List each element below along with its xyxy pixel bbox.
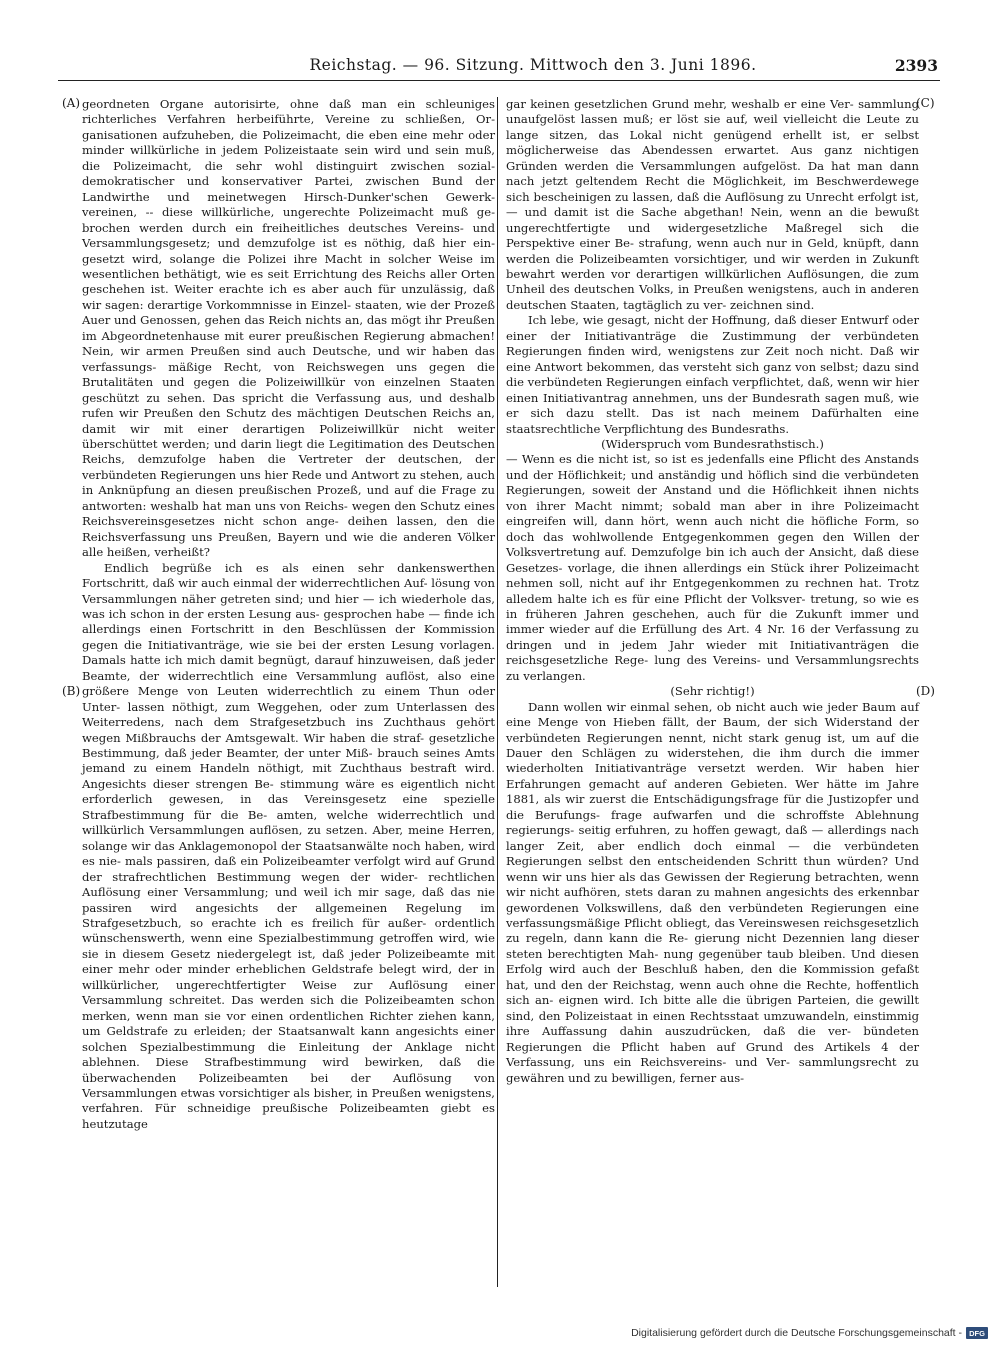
- margin-marker-d: (D): [916, 684, 935, 698]
- interjection: (Widerspruch vom Bundesrathstisch.): [601, 436, 824, 451]
- paragraph: — Wenn es die nicht ist, so ist es jedenfalls eine Pflicht des Anstands und der Höflichkeit; und anständig und höflich sind die verbündeten Regierungen, soweit der Anstand und die Höflichkeit ihnen nichts von ihrer Macht nimmt; sobald man aber in ihre Polizeimacht eingreifen will, dann hört, wenn auch nicht die höfliche Form, so doch das wohlwollende Entgegenkommen gegen den Willen der Volksvertretung auf. Demzufolge bin ich auch der Ansicht, daß diese Gesetzes- vorlage, die ihnen allerdings ein Stück ihrer Polizeimacht nehmen soll, nicht auf ihr Entgegenkommen zu rechnen hat. Trotz alledem halte ich es für eine Pflicht der Volksver- tretung, so wie es in früheren Jahren geschehen, auch für die Zukunft immer und immer wieder auf die Erfüllung des Art. 4 Nr. 16 der Verfassung zu dringen und in jedem Jahr wieder mit Initiativanträgen die reichsgesetzliche Rege- lung des Vereins- und Versammlungsrechts zu verlangen.: [506, 452, 919, 683]
- dfg-logo-icon: DFG: [966, 1327, 988, 1339]
- margin-marker-b: (B): [62, 684, 81, 698]
- margin-marker-c: (C): [916, 96, 935, 110]
- paragraph: Endlich begrüße ich es als einen sehr dankenswerthen Fortschritt, daß wir auch einmal der widerrechtlichen Auf- lösung von Versammlungen näher getreten sind; und hier — ich wiederhole das, was ich schon in der ersten Lesung aus- gesprochen habe — finde ich allerdings einen Fortschritt in den Beschlüssen der Kommission gegen die Initiativanträge, wie sie bei der ersten Lesung vorlagen. Damals hatte ich mich damit begnügt, darauf hinzuweisen, daß jeder Beamte, der widerrechtlich eine Versammlung auflöst, also eine größere Menge von Leuten widerrechtlich zu einem Thun oder Unter- lassen nöthigt, zum Weggehen, oder zum Unterlassen des Weiterredens, nach dem Strafgesetzbuch ins Zuchthaus gehört wegen Mißbrauchs der Amtsgewalt. Wir haben die straf- gesetzliche Bestimmung, daß jeder Beamter, der unter Miß- brauch seines Amts jemand zu einem Handeln nöthigt, mit Zuchthaus bestraft wird. Angesichts dieser strengen Be- stimmung wäre es eigentlich nicht erforderlich gewesen, in das Vereinsgesetz eine spezielle Strafbestimmung für die Be- amten, welche widerrechtlich und willkürlich Versammlungen auflösen, zu setzen. Aber, meine Herren, solange wir das Anklagemonopol der Staatsanwälte noch haben, wird es nie- mals passiren, daß ein Polizeibeamter verfolgt wird auf Grund der strafrechtlichen Bestimmung wegen der wider- rechtlichen Auflösung einer Versammlung; und weil ich mir sage, daß das nie passiren wird angesichts der allgemeinen Regelung im Strafgesetzbuch, so erachte ich es freilich für außer- ordentlich wünschenswerth, wenn eine Spezialbestimmung getroffen wird, wie sie in diesem Gesetz niedergelegt ist, daß jeder Polizeibeamte mit einer mehr oder minder erheblichen Geldstrafe belegt wird, der in willkürlicher, ungerechtfertigter Weise zur Auflösung einer Versammlung schreitet. Das werden sich die Polizeibeamten schon merken, wenn man sie vor einen ordentlichen Richter ziehen kann, um Geldstrafe zu erleiden; der Staatsanwalt kann angesichts einer solchen Spezialbestimmung die Einleitung der Anklage nicht ablehnen. Diese Strafbestimmung wird bewirken, daß die überwachenden Polizeibeamten bei der Auflösung von Versammlungen etwas vorsichtiger als bisher, in Preußen wenigstens, verfahren. Für schneidige preußische Polizeibeamten giebt es heutzutage: [82, 560, 495, 1131]
- paragraph: geordneten Organe autorisirte, ohne daß man ein schleuniges richterliches Verfahren herbeiführte, Vereine zu schließen, Or- ganisationen aufzuheben, die Polizeimacht, die eben eine mehr oder minder willkürliche in jedem Polizeistaate sein wird und sein muß, die Polizeimacht, die sehr wohl distinguirt zwischen sozial- demokratischer und konservativer Partei, zwischen Bund der Landwirthe und meinetwegen Hirsch-Dunker'schen Gewerk- vereinen, -- diese willkürliche, ungerechte Polizeimacht muß ge- brochen werden durch ein freiheitliches deutsches Vereins- und Versammlungsgesetz; und demzufolge ist es nöthig, daß hier ein- gesetzt wird, solange die Polizei ihre Macht in solcher Weise im wesentlichen bethätigt, wie es seit Errichtung des Reichs aller Orten geschehen ist. Weiter erachte ich es aber auch für unzulässig, daß wir sagen: derartige Vorkommnisse in Einzel- staaten, wie der Prozeß Auer und Genossen, gehen das Reich nichts an, das mögt ihr Preußen im Abgeordnetenhause mit eurer preußischen Regierung abmachen! Nein, wir armen Preußen sind auch Deutsche, und wir haben das verfassungs- mäßige Recht, von Reichswegen uns gegen die Brutalitäten und gegen die Polizeiwillkür von einzelnen Staaten geschützt zu sehen. Das spricht die Verfassung aus, und deshalb rufen wir Preußen den Schutz des mächtigen Deutschen Reichs an, damit wir mit einer derartigen Polizeiwillkür nicht weiter überschüttet werden; und darin liegt die Legitimation des Deutschen Reichs, demzufolge haben die Vertreter der deutschen, der verbündeten Regierungen uns hier Rede und Antwort zu stehen, auch in Anknüpfung an diesen preußischen Prozeß, und auf die Frage zu antworten: weshalb hat man uns von Reichs- wegen den Schutz eines Reichsvereinsgesetzes nicht schon ange- deihen lassen, den die Reichsverfassung uns Preußen, Bayern und wie die anderen Völker alle heißen, verheißt?: [82, 97, 495, 560]
- margin-marker-a: (A): [62, 96, 81, 110]
- footer-credit: [631, 1325, 988, 1341]
- paragraph: gar keinen gesetzlichen Grund mehr, weshalb er eine Ver- sammlung unaufgelöst lassen muß; er löst sie auf, weil vielleicht die Leute zu lange sitzen, das Lokal nicht genügend erhellt ist, er selbst möglicherweise das Abendessen erwartet. Aus ganz nichtigen Gründen werden die Versammlungen aufgelöst. Da hat man dann nach jetzt geltendem Recht die Möglichkeit, im Beschwerdewege sich bescheinigen zu lassen, daß die Auflösung zu Unrecht erfolgt ist, — und damit ist die Sache abgethan! Nein, wenn an die bewußt ungerechtfertigte und widergesetzliche Maßregel sich die Perspektive einer Be- strafung, wenn auch nur in Geld, knüpft, dann werden die Polizeibeamten vorsichtiger, und wir werden in Zukunft bewahrt werden vor derartigen willkürlichen Auflösungen, die zum Unheil des deutschen Volks, in Preußen wenigstens, auch in anderen deutschen Staaten, tagtäglich zu ver- zeichnen sind.: [506, 97, 919, 312]
- page-number: 2393: [894, 56, 938, 75]
- paragraph: Dann wollen wir einmal sehen, ob nicht auch wie jeder Baum auf eine Menge von Hieben fällt, der Baum, der sich Widerstand der verbündeten Regierungen nennt, nicht stark genug ist, um auf die Dauer den Schlägen zu widerstehen, die ihm durch die immer wiederholten Initiativanträge versetzt werden. Wir haben hier Erfahrungen gemacht auf anderen Gebieten. Wer hätte im Jahre 1881, als wir zuerst die Entschädigungsfrage für die Justizopfer und die Berufungs- frage aufwarfen und die schroffste Ablehnung regierungs- seitig erfuhren, zu hoffen gewagt, daß — allerdings nach langer Zeit, aber endlich doch einmal — die verbündeten Regierungen selbst den entscheidenden Schritt thun würden? Und wenn wir uns hier als das Gewissen der Regierung betrachten, wenn wir nicht aufhören, stets daran zu mahnen angesichts des erkennbar gewordenen Volkswillens, daß den verbündeten Regierungen eine verfassungsmäßige Pflicht obliegt, das Vereinswesen reichsgesetzlich zu regeln, dann kann die Re- gierung nicht Dezennien lang dieser steten berechtigten Mah- nung gegenüber taub bleiben. Und diesen Erfolg wird auch der Beschluß haben, den die Kommission gefaßt hat, und den der Reichstag, wenn auch ohne die Rechte, hoffentlich sich an- eignen wird. Ich bitte alle die übrigen Parteien, die gewillt sind, den Polizeistaat in einen Rechtsstaat umzuwandeln, einstimmig ihre Auffassung dahin auszudrücken, daß die ver- bündeten Regierungen die Pflicht haben auf Grund des Artikels 4 der Verfassung, uns ein Reichsvereins- und Ver- sammlungsrecht zu gewähren und zu bewilligen, ferner aus-: [506, 699, 919, 1085]
- footer-text: Digitalisierung gefördert durch die Deutsche Forschungsgemeinschaft -: [631, 1327, 962, 1339]
- right-column: [506, 97, 919, 1086]
- left-column: [82, 97, 495, 1132]
- paragraph: Ich lebe, wie gesagt, nicht der Hoffnung, daß dieser Entwurf oder einer der Initiativanträge die Zustimmung der verbündeten Regierungen finden wird, wenigstens zur Zeit noch nicht. Daß wir eine Antwort bekommen, das versteht sich ganz von selbst; dazu sind die verbündeten Regierungen einfach verpflichtet, daß, wenn wir hier einen Initiativantrag annehmen, uns der Bundesrath sagen muß, wie er sich dazu stellt. Das ist nach meinem Dafürhalten eine staatsrechtliche Verpflichtung des Bundesraths.: [506, 313, 919, 436]
- page-header: [58, 56, 940, 81]
- column-divider: [497, 97, 498, 1287]
- interjection: (Sehr richtig!): [670, 684, 755, 699]
- page-title: Reichstag. — 96. Sitzung. Mittwoch den 3. Juni 1896.: [309, 56, 757, 74]
